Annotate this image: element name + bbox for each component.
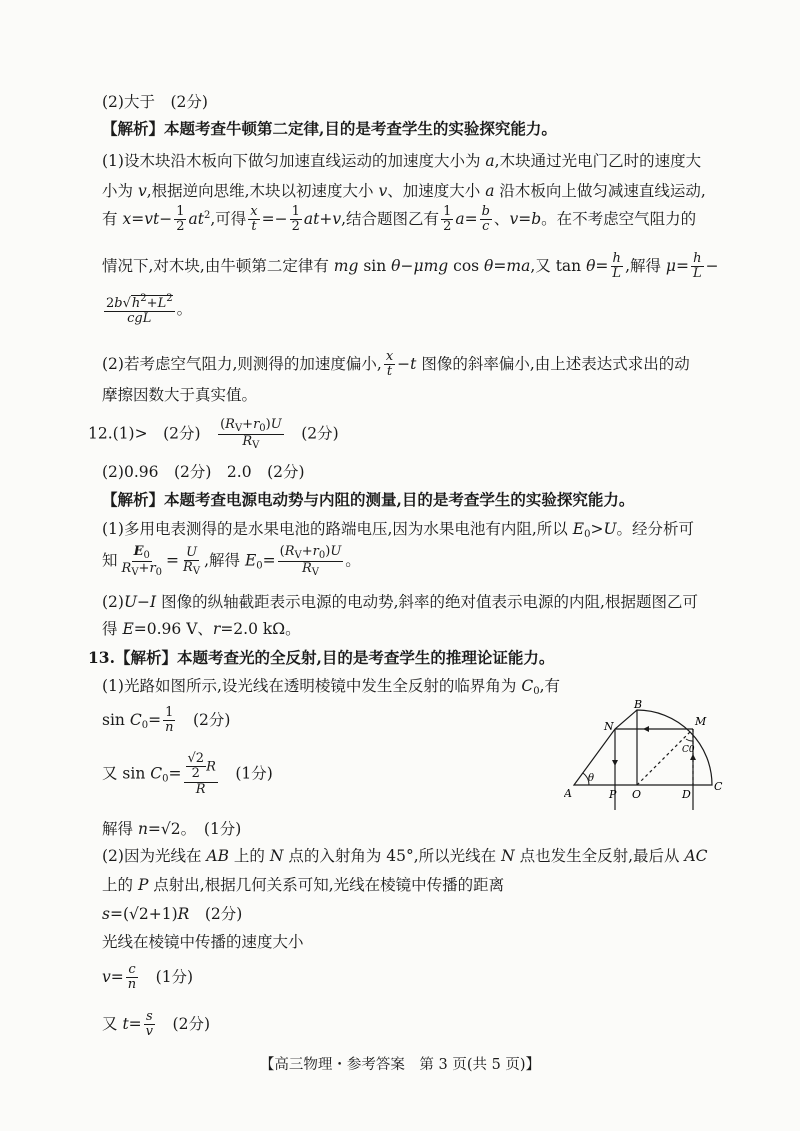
analysis-heading-12: 【解析】本题考查电源电动势与内阻的测量,目的是考查学生的实验探究能力。 xyxy=(102,490,635,509)
text-line: 光线在棱镜中传播的速度大小 xyxy=(102,933,304,951)
equation-line: 有 x=vt− $\frac{1}{2}$ $at^2$,可得 $\frac{x}{t}$ =− $\frac{1}{2}$ at+v,结合题图乙有 $\frac{1}{2}$ a= $\frac{b}{c}$ 、v=b。在不考虑空气阻力的 xyxy=(102,204,697,235)
equation-line: 又 t= $\frac{s}{v}$ (2分) xyxy=(102,1009,210,1040)
text-line: (2)U−I 图像的纵轴截距表示电源的电动势,斜率的绝对值表示电源的内阻,根据题图乙可 xyxy=(102,593,698,611)
equation-line: $\sin C_0=$ $\frac{1}{n}$ (2分) xyxy=(102,705,231,736)
label-A: A xyxy=(564,787,572,800)
label-P: P xyxy=(609,788,617,801)
label-D: D xyxy=(682,788,691,801)
equation-line: 又 $\sin C_0=$ $\frac{√2}{2}$ R R (1分) xyxy=(102,751,273,797)
label-B: B xyxy=(634,700,643,711)
analysis-heading-13: 13.【解析】本题考查光的全反射,目的是考查学生的推理论证能力。 xyxy=(88,648,555,667)
label-N: N xyxy=(604,720,614,733)
equation-line: (2)若考虑空气阻力,则测得的加速度偏小, $\frac{x}{t}$ −t 图像的斜率偏小,由上述表达式求出的动 xyxy=(102,349,690,380)
text-line: (2)因为光线在 AB 上的 N 点的入射角为 45°,所以光线在 N 点也发生全反射,最后从 AC xyxy=(102,847,708,865)
equation-line: $\frac{2b√h^2+L^2}{\text{cgL}}$ 。 xyxy=(106,293,193,327)
label-C0: C0 xyxy=(682,745,695,755)
label-theta: θ xyxy=(588,773,595,784)
analysis-heading-11: 【解析】本题考查牛顿第二定律,目的是考查学生的实验探究能力。 xyxy=(102,119,557,138)
radius-OM xyxy=(637,729,693,785)
text-line: 得 E=0.96 V、r=2.0 kΩ。 xyxy=(102,620,301,638)
C0-arc xyxy=(686,739,693,741)
prism-light-path-diagram xyxy=(564,700,734,820)
text-line: 上的 P 点射出,根据几何关系可知,光线在棱镜中传播的距离 xyxy=(102,876,505,894)
text-line: 小为 v,根据逆向思维,木块以初速度大小 v、加速度大小 a 沿木板向上做匀减速直线运动, xyxy=(102,182,706,200)
text-line: (1)设木块沿木板向下做匀加速直线运动的加速度大小为 a,木块通过光电门乙时的速度大 xyxy=(102,152,702,170)
text-line: 摩擦因数大于真实值。 xyxy=(102,386,258,404)
answer-11-2: (2)大于 (2分) xyxy=(102,93,208,111)
arrow-down xyxy=(612,760,618,766)
label-C: C xyxy=(714,780,723,793)
label-O: O xyxy=(632,788,642,801)
arrow-left xyxy=(643,726,649,732)
text-line: (1)多用电表测得的是水果电池的路端电压,因为水果电池有内阻,所以 $E_0>U$。经分析可 xyxy=(102,520,695,540)
text-line: (1)光路如图所示,设光线在透明棱镜中发生全反射的临界角为 $C_0$,有 xyxy=(102,677,560,697)
equation-line: v= $\frac{c}{n}$ (1分) xyxy=(102,962,194,993)
equation-line: s=(√2+1)R (2分) xyxy=(102,905,243,923)
page-footer: 【高三物理・参考答案 第 3 页(共 5 页)】 xyxy=(259,1057,541,1073)
equation-line: 知 $\frac{E_0}{R_V+r_0}$ = $\frac{U}{R_V}$ ,解得 $E_0=$ $\frac{(R_V+r_0)U}{R_V}$ 。 xyxy=(102,544,361,578)
label-M: M xyxy=(695,715,707,728)
answer-12-1: 12.(1)> (2分) $\frac{(R_V+r_0)U}{R_V}$ (2分) xyxy=(88,417,339,451)
equation-line: 情况下,对木块,由牛顿第二定律有 mg sin θ−μmg cos θ=ma,又 tan θ= $\frac{h}{L}$ ,解得 μ= $\frac{h}{L}$ − xyxy=(102,251,719,282)
equation-line: 解得 n=√2。 (1分) xyxy=(102,820,242,838)
answer-12-2: (2)0.96 (2分) 2.0 (2分) xyxy=(102,463,305,481)
